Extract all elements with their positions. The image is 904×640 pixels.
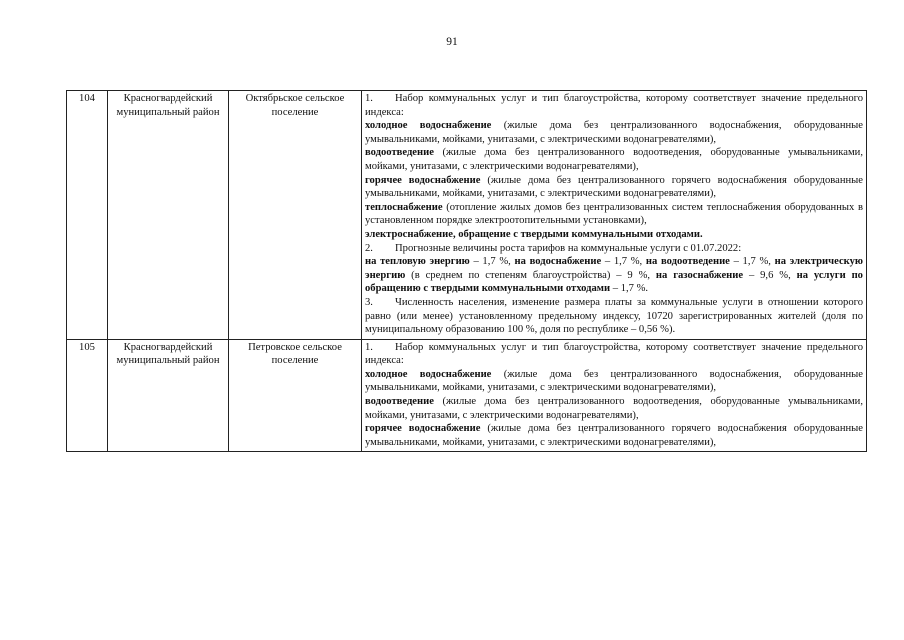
item-number: 1.	[365, 93, 373, 104]
service-electricity	[365, 228, 863, 242]
tariff-drain-label: на водоотведение	[645, 256, 730, 268]
item-1	[365, 92, 863, 119]
service-drainage	[365, 395, 863, 422]
item-number: 2.	[365, 242, 373, 254]
item-intro: Набор коммунальных услуг и тип благоустройства, которому соответствует значение предельного индекса:	[365, 341, 863, 367]
table-row	[67, 339, 867, 452]
tariff-waste-value: – 1,7 %.	[610, 283, 649, 295]
page-number: 91	[446, 36, 458, 48]
row-number: 104	[67, 91, 108, 340]
service-name: холодное водоснабжение	[365, 120, 492, 132]
service-name: горячее водоснабжение	[365, 174, 481, 186]
item-intro: Набор коммунальных услуг и тип благоустройства, которому соответствует значение предельного индекса:	[365, 93, 863, 118]
service-cold-water	[365, 119, 863, 146]
service-desc: (жилые дома без централизованного горячего водоснабжения оборудованные умывальниками, мойками, унитазами, с электрическими водонагревателями),	[365, 423, 863, 448]
service-cold-water	[365, 368, 863, 395]
tariff-heat-value: – 1,7 %,	[469, 256, 515, 268]
service-name: электроснабжение, обращение с твердыми коммунальными отходами.	[365, 228, 703, 240]
service-desc: (отопление жилых домов без централизованных систем теплоснабжения оборудованных в установленном порядке электроотопительными установками),	[365, 201, 863, 227]
service-hot-water	[365, 422, 863, 449]
service-desc: (жилые дома без централизованного водоотведения, оборудованные умывальниками, мойками, унитазами, с электрическими водонагревателями),	[365, 396, 863, 421]
item-number: 1.	[365, 341, 373, 353]
service-heating	[365, 201, 863, 228]
municipality-cell: Красногвардейский муниципальный район	[108, 339, 229, 452]
service-desc: (жилые дома без централизованного водоотведения, оборудованные умывальниками, мойками, унитазами, с электрическими водонагревателями),	[365, 147, 863, 172]
tariff-elec-value: (в среднем по степеням благоустройства) – 9 %,	[405, 269, 656, 281]
tariff-table	[66, 90, 867, 452]
service-desc: (жилые дома без централизованного горячего водоснабжения оборудованные умывальниками, мойками, унитазами, с электрическими водонагревателями),	[365, 174, 863, 200]
service-name: теплоснабжение	[365, 201, 443, 213]
tariff-gas-value: – 9,6 %,	[743, 269, 797, 281]
municipality-cell: Красногвардейский муниципальный район	[108, 91, 229, 340]
item-2	[365, 242, 863, 296]
item-3	[365, 296, 863, 337]
settlement-cell: Октябрьское сельское поселение	[229, 91, 362, 340]
service-name: водоотведение	[365, 396, 434, 408]
tariff-water-label: на водоснабжение	[514, 256, 602, 268]
service-desc: (жилые дома без централизованного водоснабжения, оборудованные умывальниками, мойками, унитазами, с электрическими водонагревателями),	[365, 368, 864, 394]
item-number: 3.	[365, 296, 373, 308]
tariff-heat-label: на тепловую энергию	[365, 256, 470, 268]
service-desc: (жилые дома без централизованного водоснабжения, оборудованные умывальниками, мойками, унитазами, с электрическими водонагревателями),	[365, 120, 864, 145]
tariff-elec-label: на электрическую энергию	[365, 256, 864, 281]
settlement-cell: Петровское сельское поселение	[229, 339, 362, 452]
tariff-gas-label: на газоснабжение	[655, 269, 744, 281]
service-name: горячее водоснабжение	[365, 423, 481, 435]
description-cell	[362, 339, 867, 452]
service-hot-water	[365, 174, 863, 201]
tariff-drain-value: – 1,7 %,	[729, 256, 775, 268]
item-1	[365, 341, 863, 368]
item-text: Численность населения, изменение размера платы за коммунальные услуги в отношении которого равно (или менее) установленному предельному индексу, 10720 зарегистрированных жителей (доля по муниципальному образованию 100 %, доля по республике – 0,56 %).	[365, 296, 863, 336]
service-name: холодное водоснабжение	[365, 368, 492, 380]
description-cell	[362, 91, 867, 340]
service-drainage	[365, 146, 863, 173]
row-number: 105	[67, 339, 108, 452]
table-row	[67, 91, 867, 340]
item-intro: Прогнозные величины роста тарифов на коммунальные услуги с 01.07.2022:	[395, 242, 742, 254]
tariff-water-value: – 1,7 %,	[601, 256, 646, 268]
tariff-waste-label: на услуги по обращению с твердыми коммунальными отходами	[365, 269, 863, 295]
service-name: водоотведение	[365, 147, 434, 159]
page-margin	[0, 590, 904, 640]
